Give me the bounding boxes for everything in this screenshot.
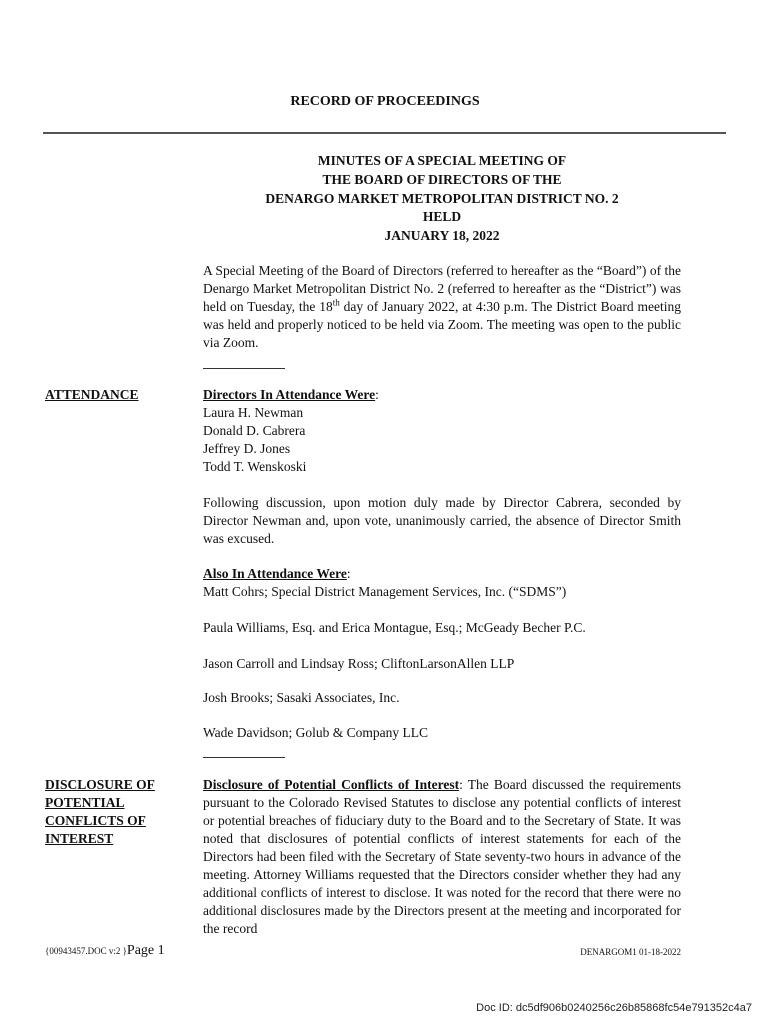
heading-line: HELD [422, 209, 462, 224]
attendee-line: Jason Carroll and Lindsay Ross; CliftonLarsonAllen LLP [203, 656, 515, 671]
attendee-line: Matt Cohrs; Special District Management Services, Inc. (“SDMS”) [203, 584, 567, 599]
intro-paragraph: A Special Meeting of the Board of Directors (referred to hereafter as the “Board”) of the Denargo Market Metropolitan District No. 2 (referred to hereafter as the “District”) was held on Tuesday, the 18th day of January 2022, at 4:30 p.m. The District Board meeting was held and properly noticed to be held via Zoom. The meeting was open to the public via Zoom. [203, 263, 681, 350]
director-name: Donald D. Cabrera [203, 423, 306, 438]
attendance-side-heading: ATTENDANCE [45, 387, 139, 402]
disclosure-paragraph: Disclosure of Potential Conflicts of Interest: The Board discussed the requirements pursuant to the Colorado Revised Statutes to disclose any potential conflicts of interest or potential breaches of fiduciary duty to the Board and to the Secretary of State. It was noted that disclosures of potential conflicts of interest statements for each of the Directors had been filed with the Secretary of State seventy-two hours in advance of the meeting. Attorney Williams requested that the Directors consider whether they had any additional conflicts of interest to disclose. It was noted for the record that there were no additional disclosures made by the Directors present at the meeting and incorporated for the record [203, 777, 681, 936]
ordinal-suffix: th [332, 297, 340, 308]
attendee-line: Paula Williams, Esq. and Erica Montague, Esq.; McGeady Becher P.C. [203, 620, 586, 635]
section-separator [203, 368, 285, 369]
director-name: Laura H. Newman [203, 405, 304, 420]
motion-paragraph: Following discussion, upon motion duly made by Director Cabrera, seconded by Director Newman and, upon vote, unanimously carried, the absence of Director Smith was excused. [203, 495, 681, 546]
doc-id: Doc ID: dc5df906b0240256c26b85868fc54e791352c4a7 [476, 1002, 752, 1014]
section-separator [203, 757, 285, 758]
page-number: Page 1 [126, 943, 165, 958]
director-name: Todd T. Wenskoski [203, 459, 307, 474]
director-name: Jeffrey D. Jones [203, 441, 291, 456]
footer-right-ref: DENARGOM1 01-18-2022 [580, 947, 681, 957]
heading-line: THE BOARD OF DIRECTORS OF THE [322, 172, 562, 187]
title-rule [43, 132, 726, 134]
attendee-line: Wade Davidson; Golub & Company LLC [203, 725, 429, 740]
disclosure-side-heading: DISCLOSURE OF POTENTIAL CONFLICTS OF INTEREST [45, 777, 155, 846]
heading-line: DENARGO MARKET METROPOLITAN DISTRICT NO. 2 [265, 191, 619, 206]
heading-line: JANUARY 18, 2022 [384, 228, 500, 243]
attendee-line: Josh Brooks; Sasaki Associates, Inc. [203, 690, 400, 705]
document-title: RECORD OF PROCEEDINGS [290, 94, 480, 109]
heading-line: MINUTES OF A SPECIAL MEETING OF [317, 153, 567, 168]
directors-heading: Directors In Attendance Were: [203, 387, 379, 402]
also-attendance-heading: Also In Attendance Were: [203, 566, 351, 581]
footer-doc-ref: {00943457.DOC v:2 }Page 1 [45, 943, 165, 958]
